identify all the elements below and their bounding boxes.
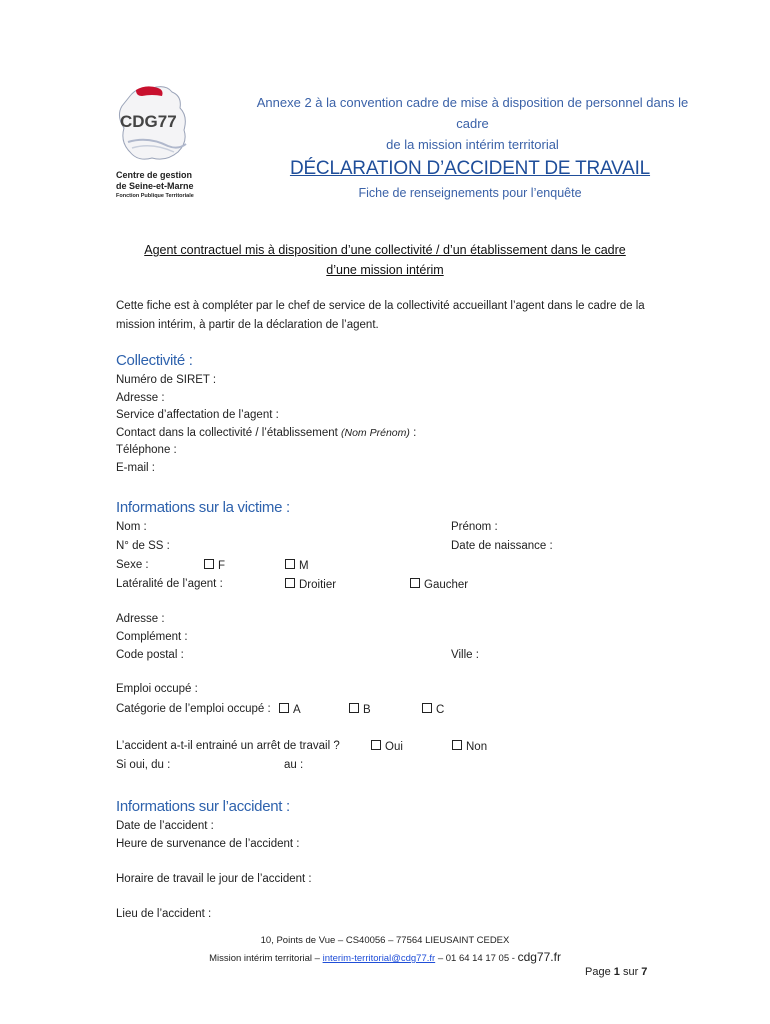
sexe-m-label: M <box>299 560 309 572</box>
non-label: Non <box>466 741 488 753</box>
ville-label: Ville : <box>451 649 479 661</box>
email-label: E-mail : <box>116 462 155 474</box>
complement-label: Complément : <box>116 631 188 643</box>
footer-address: 10, Points de Vue – CS40056 – 77564 LIEUSAINT CEDEX <box>260 935 510 946</box>
agent-title-line2: d’une mission intérim <box>326 263 444 277</box>
checkbox-icon[interactable] <box>204 559 214 569</box>
page-sep: sur <box>622 966 639 978</box>
droitier-option[interactable] <box>285 578 336 591</box>
agent-title <box>115 240 655 280</box>
checkbox-icon[interactable] <box>452 740 462 750</box>
checkbox-icon[interactable] <box>285 578 295 588</box>
gaucher-option[interactable] <box>410 578 468 591</box>
nom-label: Nom : <box>116 521 147 533</box>
page-label: Page <box>585 966 611 978</box>
checkbox-icon[interactable] <box>410 578 420 588</box>
cat-c-label: C <box>436 704 445 716</box>
sexe-f-option[interactable] <box>204 559 225 572</box>
siret-label: Numéro de SIRET : <box>116 374 217 386</box>
lateralite-label: Latéralité de l’agent : <box>116 578 223 590</box>
naissance-label: Date de naissance : <box>451 540 553 552</box>
checkbox-icon[interactable] <box>422 703 432 713</box>
cdg77-logo <box>108 82 208 207</box>
checkbox-icon[interactable] <box>279 703 289 713</box>
cat-b-label: B <box>363 704 371 716</box>
logo-line3: Fonction Publique Territoriale <box>116 193 194 199</box>
logo-line1: Centre de gestion <box>116 170 193 180</box>
cat-b-option[interactable] <box>349 703 371 716</box>
annexe-line1: Annexe 2 à la convention cadre de mise à disposition de personnel dans le cadre <box>256 95 689 131</box>
non-option[interactable] <box>452 740 487 753</box>
oui-label: Oui <box>385 741 403 753</box>
checkbox-icon[interactable] <box>371 740 381 750</box>
contact-text: Contact dans la collectivité / l’établissement <box>116 427 338 439</box>
contact-label <box>116 427 416 439</box>
footer-phone: – 01 64 14 17 05 - <box>437 953 515 964</box>
collectivite-adresse-label: Adresse : <box>116 392 165 404</box>
intro-line1: Cette fiche est à compléter par le chef de service de la collectivité accueillant l’agent dans le cadre de la <box>116 300 645 312</box>
au-label: au : <box>284 759 304 771</box>
footer-email-link[interactable]: interim-territorial@cdg77.fr <box>322 953 436 964</box>
page-total: 7 <box>641 966 648 978</box>
oui-option[interactable] <box>371 740 403 753</box>
document-title: DÉCLARATION D’ACCIDENT DE TRAVAIL <box>289 158 651 179</box>
emploi-label: Emploi occupé : <box>116 683 198 695</box>
contact-hint: (Nom Prénom) <box>341 427 410 439</box>
sexe-label: Sexe : <box>116 559 149 571</box>
page-number <box>585 966 647 978</box>
cat-c-option[interactable] <box>422 703 444 716</box>
document-subtitle: Fiche de renseignements pour l’enquête <box>358 186 582 200</box>
si-oui-label: Si oui, du : <box>116 759 171 771</box>
accident-heading: Informations sur l’accident : <box>116 798 290 815</box>
footer-contact <box>0 950 770 964</box>
horaire-label: Horaire de travail le jour de l’accident : <box>116 873 312 885</box>
cat-a-label: A <box>293 704 301 716</box>
code-postal-label: Code postal : <box>116 649 184 661</box>
logo-name: CDG77 <box>120 112 177 131</box>
agent-title-line1: Agent contractuel mis à disposition d’une collectivité / d’un établissement dans le cadre <box>144 243 626 257</box>
collectivite-heading: Collectivité : <box>116 352 193 369</box>
annexe-line2: de la mission intérim territorial <box>386 137 559 152</box>
sexe-m-option[interactable] <box>285 559 309 572</box>
victime-adresse-label: Adresse : <box>116 613 165 625</box>
footer-mission: Mission intérim territorial – <box>209 953 320 964</box>
arret-label: L’accident a-t-il entrainé un arrêt de travail ? <box>116 740 340 752</box>
lieu-label: Lieu de l’accident : <box>116 908 212 920</box>
sexe-f-label: F <box>218 560 226 572</box>
droitier-label: Droitier <box>299 579 337 591</box>
checkbox-icon[interactable] <box>285 559 295 569</box>
intro-paragraph <box>116 297 676 335</box>
ss-label: N° de SS : <box>116 540 170 552</box>
categorie-label: Catégorie de l’emploi occupé : <box>116 703 271 715</box>
telephone-label: Téléphone : <box>116 444 177 456</box>
victime-heading: Informations sur la victime : <box>116 499 290 516</box>
checkbox-icon[interactable] <box>349 703 359 713</box>
contact-colon: : <box>409 427 417 439</box>
page-current: 1 <box>613 966 620 978</box>
annexe-text <box>240 92 705 155</box>
cat-a-option[interactable] <box>279 703 301 716</box>
intro-line2: mission intérim, à partir de la déclaration de l’agent. <box>116 319 379 331</box>
date-accident-label: Date de l’accident : <box>116 820 214 832</box>
footer-site: cdg77.fr <box>517 950 561 964</box>
service-label: Service d’affectation de l’agent : <box>116 409 279 421</box>
logo-line2: de Seine-et-Marne <box>116 181 194 191</box>
prenom-label: Prénom : <box>451 521 498 533</box>
gaucher-label: Gaucher <box>424 579 469 591</box>
heure-accident-label: Heure de survenance de l’accident : <box>116 838 300 850</box>
